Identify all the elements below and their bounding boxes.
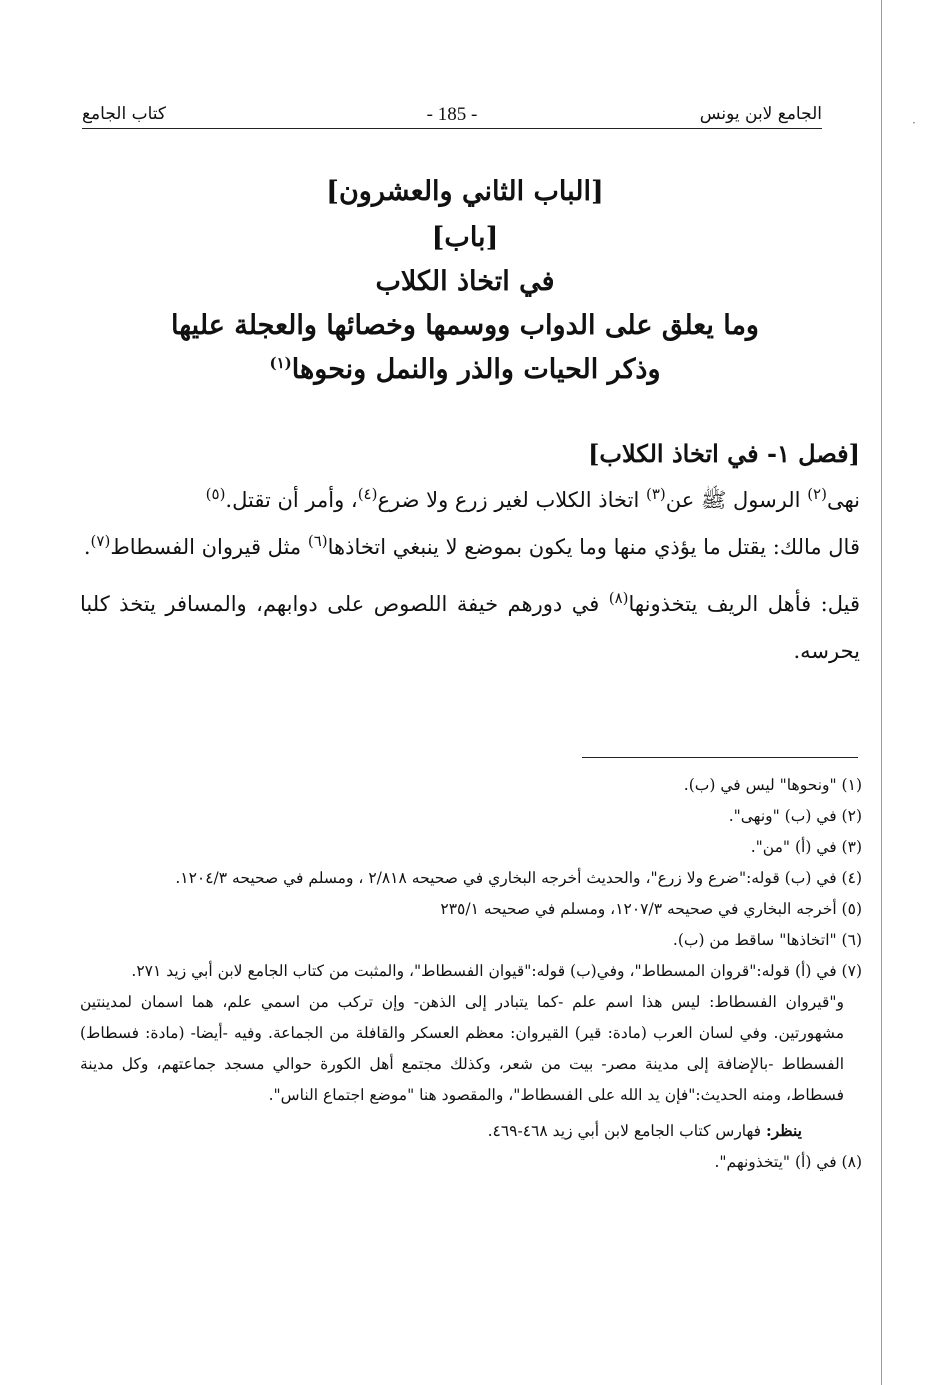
bab-heading: [باب]	[431, 222, 499, 253]
subtitle-line: وما يعلق على الدواب ووسمها وخصائها والعجلة عليها	[171, 310, 759, 341]
header-book-title: الجامع لابن يونس	[699, 104, 822, 124]
paragraph-1: نهى$^{(٢)}$ الرسول ﷺ عن$^{(٣)}$ اتخاذ الكلاب لغير زرع ولا ضرع$^{(٤)}$، وأمر أن تقتل.$^{(٥)}$	[205, 485, 860, 512]
footnote-ref: (٨)	[608, 589, 629, 607]
chapter-heading: [الباب الثاني والعشرون]	[326, 176, 604, 207]
footnote-ref: (٥)	[205, 485, 226, 503]
margin-mark: ·	[912, 116, 916, 130]
section-heading: [فصل ١- في اتخاذ الكلاب]	[588, 439, 860, 468]
footnote-8: (٨) في (أ) "يتخذونهم".	[714, 1153, 862, 1171]
footnote-ref: (٤)	[357, 485, 378, 503]
page-edge-line	[881, 0, 882, 1385]
footnote-3: (٣) في (أ) "من".	[750, 838, 862, 856]
footnote-7-reference: ينظر: فهارس كتاب الجامع لابن أبي زيد ٤٦٨-٤٦٩.	[487, 1121, 802, 1140]
subject-heading: في اتخاذ الكلاب	[375, 266, 555, 297]
footnote-2: (٢) في (ب) "ونهى".	[728, 807, 862, 825]
footnote-5: (٥) أخرجه البخاري في صحيحه ١٢٠٧/٣، ومسلم في صحيحه ٢٣٥/١	[440, 900, 862, 918]
footnote-6: (٦) "اتخاذها" ساقط من (ب).	[672, 931, 862, 949]
footnote-7-continued: و"قيروان الفسطاط: ليس هذا اسم علم -كما يتبادر إلى الذهن- وإن تركب من اسمي علم، هما اسمان لمدينتين مشهورتين. وفي لسان العرب (مادة: قير) القيروان: معظم العسكر والقافلة من الجماعة. وفيه -أيضا- (مادة: فسطاط) الفسطاط -بالإضافة إلى مدينة مصر- بيت من شعر، وكذلك مجتمع أهل الكورة حوالي مسجد جماعتهم، وكل مدينة فسطاط، ومنه الحديث:"فإن يد الله على الفسطاط"، والمقصود هنا "موضع اجتماع الناس".	[80, 993, 844, 1104]
footnote-4: (٤) في (ب) قوله:"ضرع ولا زرع"، والحديث أخرجه البخاري في صحيحه ٢/٨١٨ ، ومسلم في صحيحه ١٢٠٤/٣.	[175, 869, 862, 887]
footnote-separator	[582, 757, 858, 758]
main-text	[80, 430, 860, 675]
paragraph-2: قال مالك: يقتل ما يؤذي منها وما يكون بموضع لا ينبغي اتخاذها$^{(٦)}$ مثل قيروان الفسطاط$^{(٧)}$.	[83, 532, 860, 559]
footnote-1: (١) "ونحوها" ليس في (ب).	[683, 776, 862, 794]
footnote-ref: (١)	[269, 354, 292, 372]
page-number: - 185 -	[426, 104, 478, 125]
paragraph-3: قيل: فأهل الريف يتخذونها$^{(٨)}$ في دورهم خيفة اللصوص على دوابهم، والمسافر يتخذ كلبا يحرسه.	[80, 589, 860, 663]
running-header	[82, 100, 822, 128]
footnote-ref: (٢)	[807, 485, 827, 503]
footnotes	[80, 770, 862, 1178]
subtitle-line-last: وذكر الحيات والذر والنمل ونحوها$^{(١)}$	[269, 354, 661, 385]
footnote-ref: (٦)	[307, 532, 328, 550]
footnote-ref: (٧)	[90, 532, 111, 550]
header-section-title: كتاب الجامع	[82, 104, 167, 124]
footnote-7: (٧) في (أ) قوله:"قروان المسطاط"، وفي(ب) قوله:"قيوان الفسطاط"، والمثبت من كتاب الجامع لابن أبي زيد ٢٧١.	[131, 962, 862, 980]
footnote-ref: (٣)	[645, 485, 666, 503]
header-rule	[82, 128, 822, 129]
chapter-titles	[150, 170, 780, 392]
